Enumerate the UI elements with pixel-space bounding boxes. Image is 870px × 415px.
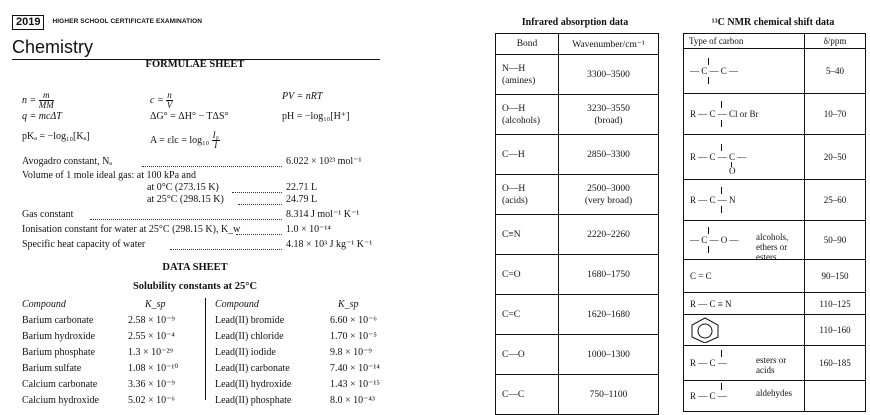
nmr-structure — [684, 135, 805, 180]
col-compound: Compound — [22, 299, 66, 310]
ir-row — [496, 55, 659, 95]
ir-bond-label: N—H — [502, 63, 526, 74]
nmr-structure — [684, 381, 805, 412]
nmr-structure — [684, 293, 805, 315]
ir-wavenumber — [559, 295, 659, 335]
const-volume-25c-label: at 25°C (298.15 K) — [147, 194, 224, 205]
formula-gibbs: ΔG° = ΔH° − TΔS° — [150, 111, 229, 122]
ir-wavenumber-value: 3300–3500 — [587, 69, 630, 80]
leader-dots — [142, 166, 282, 167]
ir-bond-sub: (amines) — [502, 75, 536, 86]
nmr-structure-formula: R — C — Cl or Br — [690, 109, 759, 119]
ir-col-wavenumber: Wavenumber/cm⁻¹ — [559, 34, 659, 55]
formula-absorbance: A = εlc = log₁₀ $\frac{\text{I₀}}{I}$ — [150, 130, 219, 150]
nmr-row — [684, 221, 866, 260]
formula-concentration: c = $\frac{n}{V}$ — [150, 90, 173, 110]
nmr-row — [684, 260, 866, 293]
ir-wavenumber-value: 2850–3300 — [587, 149, 630, 160]
leader-dots — [232, 192, 282, 193]
exam-header — [12, 12, 380, 60]
nmr-row — [684, 315, 866, 346]
ir-wavenumber-value: 750–1100 — [589, 389, 628, 400]
const-volume-0c-value: 22.71 L — [286, 182, 318, 193]
bond-line — [721, 383, 722, 390]
ir-wavenumber-value: 1680–1750 — [587, 269, 630, 280]
nmr-shift: 110–160 — [805, 315, 866, 346]
nmr-shift: 25–60 — [805, 180, 866, 221]
nmr-shift: 50–90 — [805, 221, 866, 260]
ir-bond-label: C—H — [502, 149, 525, 160]
col-compound: Compound — [215, 299, 259, 310]
ir-bond-label: C—C — [502, 389, 525, 400]
compound-name: Barium hydroxide — [22, 331, 96, 342]
ir-wavenumber — [559, 135, 659, 175]
ksp-value: 1.3 × 10⁻²⁹ — [128, 347, 173, 358]
ir-wavenumber — [559, 55, 659, 95]
exam-year: 2019 — [12, 15, 44, 30]
compound-name: Barium phosphate — [22, 347, 96, 358]
ksp-value: 5.02 × 10⁻⁶ — [128, 395, 175, 406]
ir-bond — [496, 295, 559, 335]
nmr-structure-note: aldehydes — [756, 388, 792, 398]
ksp-value: 2.58 × 10⁻⁹ — [128, 315, 175, 326]
leader-dots — [238, 204, 282, 205]
compound-name: Lead(II) carbonate — [215, 363, 290, 374]
const-avogadro-label: Avogadro constant, Nₐ — [22, 156, 113, 167]
ir-wavenumber-value: 1000–1300 — [587, 349, 630, 360]
ir-row — [496, 295, 659, 335]
nmr-structure-formula: — C — C — — [690, 66, 739, 76]
formulae-title: FORMULAE SHEET — [145, 59, 245, 70]
nmr-row — [684, 293, 866, 315]
formula-moles: n = $\frac{m}{MM}$ — [22, 90, 54, 110]
bond-line — [708, 58, 709, 65]
benzene-ring-icon — [690, 317, 720, 343]
subject-title: Chemistry — [12, 37, 94, 57]
const-volume-label: Volume of 1 mole ideal gas: at 100 kPa and — [22, 170, 196, 181]
nmr-structure-formula: R — C — C — — [690, 152, 747, 162]
nmr-shift: 20–50 — [805, 135, 866, 180]
ir-bond — [496, 215, 559, 255]
ir-bond-label: C—O — [502, 349, 525, 360]
compound-name: Calcium hydroxide — [22, 395, 99, 406]
col-ksp: K_sp — [338, 299, 359, 310]
ir-row — [496, 175, 659, 215]
const-gas-value: 8.314 J mol⁻¹ K⁻¹ — [286, 209, 360, 220]
ir-row — [496, 135, 659, 175]
ir-wavenumber — [559, 255, 659, 295]
const-kw-value: 1.0 × 10⁻¹⁴ — [286, 224, 331, 235]
ir-bond-sub: (alcohols) — [502, 115, 540, 126]
bond-line — [721, 120, 722, 127]
nmr-shift: 110–125 — [805, 293, 866, 315]
ksp-value: 1.43 × 10⁻¹⁵ — [330, 379, 380, 390]
ir-row — [496, 375, 659, 415]
ir-wavenumber-value: 1620–1680 — [587, 309, 630, 320]
nmr-structure-formula: R — C ≡ N — [690, 298, 732, 309]
ksp-value: 7.40 × 10⁻¹⁴ — [330, 363, 380, 374]
nmr-structure — [684, 346, 805, 381]
ir-row — [496, 335, 659, 375]
nmr-structure-formula: R — C — — [690, 358, 727, 368]
ir-wavenumber — [559, 215, 659, 255]
ir-row — [496, 215, 659, 255]
nmr-table — [683, 33, 866, 412]
nmr-shift: 90–150 — [805, 260, 866, 293]
ir-wavenumber — [559, 95, 659, 135]
ir-title: Infrared absorption data — [521, 17, 629, 28]
ksp-value: 6.60 × 10⁻⁶ — [330, 315, 377, 326]
bond-line — [721, 206, 722, 213]
ir-row — [496, 255, 659, 295]
compound-name: Calcium carbonate — [22, 379, 98, 390]
ir-bond — [496, 335, 559, 375]
ir-wavenumber-note: (very broad) — [584, 195, 633, 206]
bond-line — [721, 144, 722, 151]
compound-name: Lead(II) hydroxide — [215, 379, 292, 390]
column-divider — [205, 298, 206, 400]
exam-title: HIGHER SCHOOL CERTIFICATE EXAMINATION — [52, 17, 203, 25]
const-kw-label: Ionisation constant for water at 25°C (298.15 K), K_w — [22, 224, 241, 235]
ir-wavenumber — [559, 175, 659, 215]
ksp-value: 1.70 × 10⁻⁵ — [330, 331, 377, 342]
nmr-col-type: Type of carbon — [684, 34, 805, 49]
nmr-row — [684, 135, 866, 180]
nmr-structure-note: O — [729, 166, 736, 176]
ir-bond-label: C=C — [502, 309, 521, 320]
nmr-structure-formula: — C — O — — [690, 235, 739, 245]
ir-wavenumber-value: 2220–2260 — [587, 229, 630, 240]
ir-bond — [496, 135, 559, 175]
nmr-structure-formula: C = C — [690, 271, 712, 281]
compound-name: Lead(II) iodide — [215, 347, 276, 358]
ir-bond-label: C≡N — [502, 229, 521, 240]
nmr-row — [684, 94, 866, 135]
ir-bond-label: O—H — [502, 103, 526, 114]
col-ksp: K_sp — [145, 299, 166, 310]
ksp-value: 2.55 × 10⁻⁴ — [128, 331, 175, 342]
formula-ph: pH = −log₁₀[H⁺] — [282, 111, 350, 122]
const-heat-capacity-label: Specific heat capacity of water — [22, 239, 146, 250]
nmr-structure-formula: R — C — — [690, 391, 727, 401]
nmr-structure-note: esters or acids — [756, 355, 787, 375]
compound-name: Lead(II) chloride — [215, 331, 284, 342]
nmr-col-shift: δ/ppm — [805, 34, 866, 49]
ir-wavenumber-note: (broad) — [594, 115, 623, 126]
nmr-row — [684, 381, 866, 412]
compound-name: Lead(II) bromide — [215, 315, 285, 326]
ksp-value: 8.0 × 10⁻⁴³ — [330, 395, 375, 406]
nmr-structure — [684, 260, 805, 293]
ir-bond-label: O—H — [502, 183, 526, 194]
formula-ideal-gas: PV = nRT — [282, 91, 323, 102]
const-avogadro-value: 6.022 × 10²³ mol⁻¹ — [286, 156, 362, 167]
ksp-value: 9.8 × 10⁻⁹ — [330, 347, 372, 358]
nmr-shift: 160–185 — [805, 346, 866, 381]
nmr-structure — [684, 221, 805, 260]
formula-heat: q = mcΔT — [22, 111, 62, 122]
ir-table — [495, 33, 659, 415]
nmr-structure-formula: R — C — N — [690, 195, 736, 205]
compound-name: Barium carbonate — [22, 315, 94, 326]
bond-line — [721, 350, 722, 357]
data-sheet-title: DATA SHEET — [162, 262, 228, 273]
ir-bond-label: C=O — [502, 269, 521, 280]
nmr-title: ¹³C NMR chemical shift data — [711, 17, 835, 28]
ir-bond — [496, 55, 559, 95]
nmr-row — [684, 346, 866, 381]
ir-bond — [496, 375, 559, 415]
bond-line — [721, 101, 722, 108]
ir-bond — [496, 95, 559, 135]
ir-bond — [496, 255, 559, 295]
compound-name: Barium sulfate — [22, 363, 82, 374]
const-volume-25c-value: 24.79 L — [286, 194, 318, 205]
ir-wavenumber-value: 3230–3550 — [587, 103, 630, 114]
ksp-value: 1.08 × 10⁻¹⁰ — [128, 363, 179, 374]
leader-dots — [236, 234, 282, 235]
compound-name: Lead(II) phosphate — [215, 395, 292, 406]
const-gas-label: Gas constant — [22, 209, 74, 220]
solubility-subtitle: Solubility constants at 25°C — [132, 281, 258, 292]
nmr-structure — [684, 180, 805, 221]
ksp-value: 3.36 × 10⁻⁹ — [128, 379, 175, 390]
nmr-structure — [684, 49, 805, 94]
bond-line — [708, 246, 709, 253]
bond-line — [721, 187, 722, 194]
leader-dots — [170, 249, 282, 250]
nmr-shift: 10–70 — [805, 94, 866, 135]
ir-row — [496, 95, 659, 135]
nmr-structure-note: alcohols, ethers or esters — [756, 232, 789, 262]
nmr-shift: 5–40 — [805, 49, 866, 94]
nmr-structure — [684, 315, 805, 346]
nmr-shift — [805, 381, 866, 412]
nmr-structure — [684, 94, 805, 135]
const-heat-capacity-value: 4.18 × 10³ J kg⁻¹ K⁻¹ — [286, 239, 373, 250]
formula-pka: pKₐ = −log₁₀[Kₐ] — [22, 131, 90, 142]
ir-wavenumber — [559, 375, 659, 415]
bond-line — [708, 77, 709, 84]
ir-col-bond: Bond — [496, 34, 559, 55]
nmr-row — [684, 49, 866, 94]
ir-wavenumber-value: 2500–3000 — [587, 183, 630, 194]
nmr-row — [684, 180, 866, 221]
ir-bond — [496, 175, 559, 215]
bond-line — [708, 227, 709, 234]
const-volume-0c-label: at 0°C (273.15 K) — [147, 182, 219, 193]
ir-wavenumber — [559, 335, 659, 375]
leader-dots — [90, 219, 282, 220]
ir-bond-sub: (acids) — [502, 195, 528, 206]
